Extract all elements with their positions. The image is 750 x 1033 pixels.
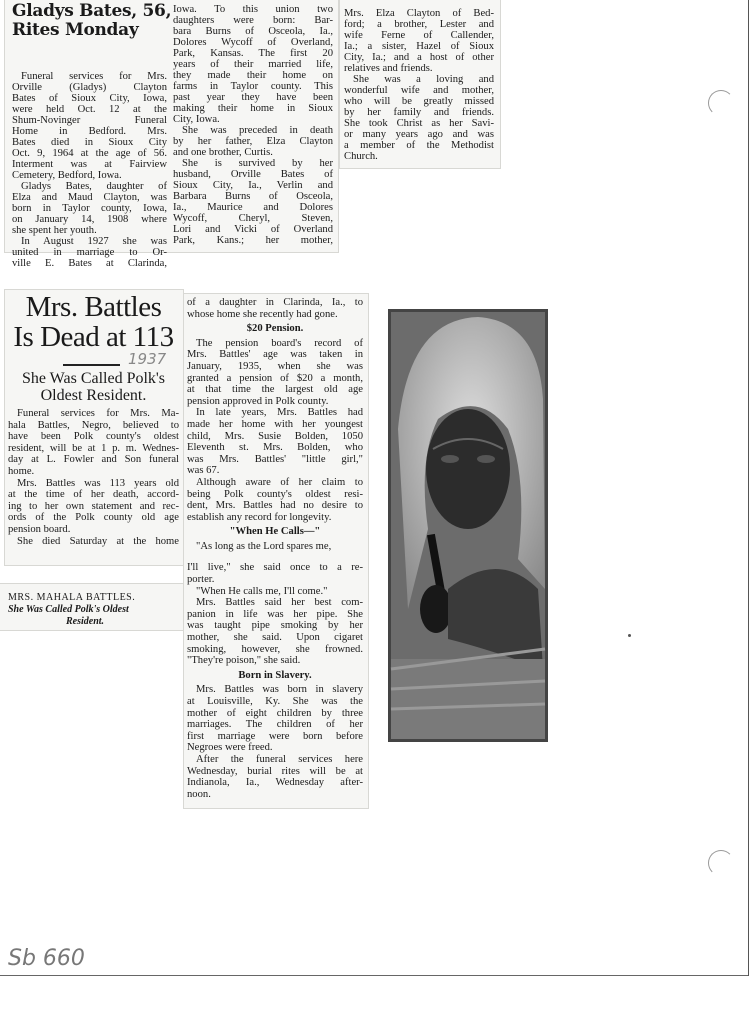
subhead-line: She Was Called Polk's [21,370,166,387]
text-line: making their home in Sioux [173,103,333,114]
text-line: husband, Orville Bates of [173,169,333,180]
text-line: were held Oct. 12 at the [12,104,167,115]
text-line: relatives and friends. [344,63,433,74]
gladys-column-2 [173,4,333,246]
text-line: She is survived by her [182,158,333,169]
page-label-handwriting: Sb 660 [8,946,85,971]
binder-hole-top [708,90,734,116]
headline-line: Is Dead at 113 [13,321,174,353]
text-line: Sioux City, Ia., Verlin and [173,180,333,191]
text-line: She was a loving and [353,74,494,85]
text-line: who will be greatly missed [344,96,494,107]
text-line: Funeral services for Mrs. Ma- [17,408,179,419]
text-line: by her father, Elza Clayton [173,136,333,147]
text-line: was 67. [187,465,220,477]
text-line: daughters were born: Bar- [173,15,333,26]
text-line: Mrs. Battles said her best com- [196,597,363,609]
text-line: She died Saturday at the home [17,535,179,547]
text-line: "As long as the Lord spares me, [196,540,332,552]
text-line: Indianola, Ia., Wednesday after- [187,777,363,789]
text-line: I'll live," she said once to a re- [187,562,363,574]
text-line: Wednesday, burial rites will be at [187,765,363,777]
text-line: pension board. [8,523,71,535]
text-line: Mrs. Battles was 113 years old [17,477,179,489]
gladys-headline [12,2,171,40]
text-line: Although aware of her claim to [196,476,363,488]
text-line: ing to her own statement and rec- [8,500,179,512]
text-line: day at L. Fowler and Son funeral [8,454,179,466]
text-line: marriages. The children of her [187,719,363,731]
text-line: past year they have been [173,92,333,103]
text-line: dent, Mrs. Battles had no desire to [187,500,363,512]
text-line: Home in Bedford. Mrs. [12,126,167,137]
subhead-line: Oldest Resident. [40,387,147,404]
text-line: Barbara Burns of Osceola, [173,191,333,202]
text-line: she spent her youth. [12,225,97,236]
text-line: mother of eight children by three [187,707,363,719]
text-line: first marriage were born before [187,730,363,742]
battles-subhead [6,370,181,404]
caption-name: MRS. MAHALA BATTLES. [8,592,136,603]
portrait-photo [388,309,548,742]
text-line: resident, will be at 1 p. m. Wednes- [8,442,179,454]
text-line: Bates died in Sioux City [12,137,167,148]
gladys-column-1 [12,71,167,269]
text-line: Lori and Vicki of Overland [173,224,333,235]
headline-line: Mrs. Battles [25,291,162,323]
gladys-column-3 [344,8,494,162]
text-line: Mrs. Battles' age was taken in [187,349,363,361]
text-line: "They're poison," she said. [187,655,301,667]
caption-line: Resident. [66,616,105,627]
text-line: smoking, however, she frowned. [187,643,363,655]
battles-column-1 [8,408,179,547]
text-line: Park, Kansas. The first 20 [173,48,333,59]
text-line: Ia., Maurice and Dolores [173,202,333,213]
page-bottom-edge [0,975,748,976]
text-line: ville E. Bates at Clarinda, [12,258,167,269]
text-line: wife Ferne of Callender, [344,30,494,41]
text-line: Wycoff, Cheryl, Steven, [173,213,333,224]
text-line: The pension board's record of [196,337,363,349]
text-line: child, Mrs. Susie Bolden, 1050 [187,430,363,442]
text-line: pension approved in Polk county. [187,395,329,407]
text-line: Mrs. Battles was born in slavery [196,684,363,696]
text-line: Cemetery, Bedford, Iowa. [12,170,122,181]
battles-column-2 [187,297,363,800]
text-line: was taught pipe smoking by her [187,620,363,632]
binder-dot [628,634,631,637]
text-line: She took Christ as her Savi- [344,118,494,129]
text-line: Church. [344,151,378,162]
text-line: After the funeral services here [196,753,363,765]
section-heading: $20 Pension. [246,323,304,335]
caption-line: She Was Called Polk's Oldest [8,604,129,615]
text-line: on January 14, 1908 where [12,214,167,225]
text-line: mother, she said. Upon cigaret [187,632,363,644]
text-line: Dolores Wycoff of Overland, [173,37,333,48]
text-line: Shum-Novinger Funeral [12,115,167,126]
text-line: Gladys Bates, daughter of [21,181,167,192]
text-line: ords of the Polk county old age [8,512,179,524]
page-right-edge [748,0,749,976]
headline-line: Rites Monday [12,20,139,40]
text-line: "When He calls me, I'll come." [196,585,328,597]
text-line: and one brother, Curtis. [173,147,273,158]
section-heading: Born in Slavery. [238,669,312,681]
text-line: or many years ago and was [344,129,494,140]
text-line: home. [8,465,35,477]
text-line: Elza and Maud Clayton, was [12,192,167,203]
photo-caption [8,592,180,628]
text-line: bara Burns of Osceola, Ia., [173,26,333,37]
text-line: ford; a brother, Lester and [344,19,494,30]
text-line: was Mrs. Battles' "little girl," [187,453,363,465]
text-line: they made their home on [173,70,333,81]
text-line: Negroes were freed. [187,742,273,754]
text-line: born in Taylor county, Iowa, [12,203,167,214]
text-line: by her family and friends. [344,107,494,118]
text-line: whose home she recently had gone. [187,308,338,320]
text-line: Interment was at Fairview [12,159,167,170]
text-line: wonderful wife and mother, [344,85,494,96]
text-line: Orville (Gladys) Clayton [12,82,167,93]
text-line: Park, Kans.; her mother, [173,235,333,246]
text-line: porter. [187,574,215,586]
battles-headline [6,292,181,352]
text-line: In August 1927 she was [21,236,167,247]
text-line: Bates of Sioux City, Iowa, [12,93,167,104]
text-line: hala Battles, Negro, believed to [8,419,179,431]
text-line: at Louisville, Ky. She was the [187,696,363,707]
text-line: noon. [187,788,211,800]
text-line: establish any record for longevity. [187,511,332,523]
text-line: Funeral services for Mrs. [21,71,167,82]
handwritten-year: 1937 [128,350,167,368]
text-line: January, 1935, when she was [187,360,363,372]
text-line: Iowa. To this union two [173,4,333,15]
text-line: Mrs. Elza Clayton of Bed- [344,8,494,19]
section-heading: "When He Calls—" [229,526,321,538]
text-line: at the time of her death, accord- [8,489,179,501]
text-line: granted a pension of $20 a month, [187,372,363,384]
text-line: Ia.; a sister, Hazel of Sioux [344,41,494,52]
text-line: City, Ia.; and a host of other [344,52,494,63]
text-line: united in marriage to Or- [12,247,167,258]
text-line: Oct. 9, 1964 at the age of 56. [12,148,167,159]
text-line: a member of the Methodist [344,140,494,151]
text-line: City, Iowa. [173,114,220,125]
binder-hole-bottom [708,850,734,876]
text-line: years of their married life, [173,59,333,70]
text-line: Eleventh st. Mrs. Bolden, who [187,442,363,454]
text-line: In late years, Mrs. Battles had [196,407,363,419]
text-line: She was preceded in death [182,125,333,136]
text-line: panion in life was her pipe. She [187,608,363,620]
headline-line: Gladys Bates, 56, [12,1,172,21]
text-line: being Polk county's oldest resi- [187,488,363,500]
text-line: at that time the largest old age [187,384,363,396]
text-line: of a daughter in Clarinda, Ia., to [187,297,363,308]
spacer [187,552,363,562]
headline-rule [63,364,120,366]
text-line: farms in Taylor county. This [173,81,333,92]
text-line: made her home with her youngest [187,418,363,430]
text-line: have been Polk county's oldest [8,431,179,443]
